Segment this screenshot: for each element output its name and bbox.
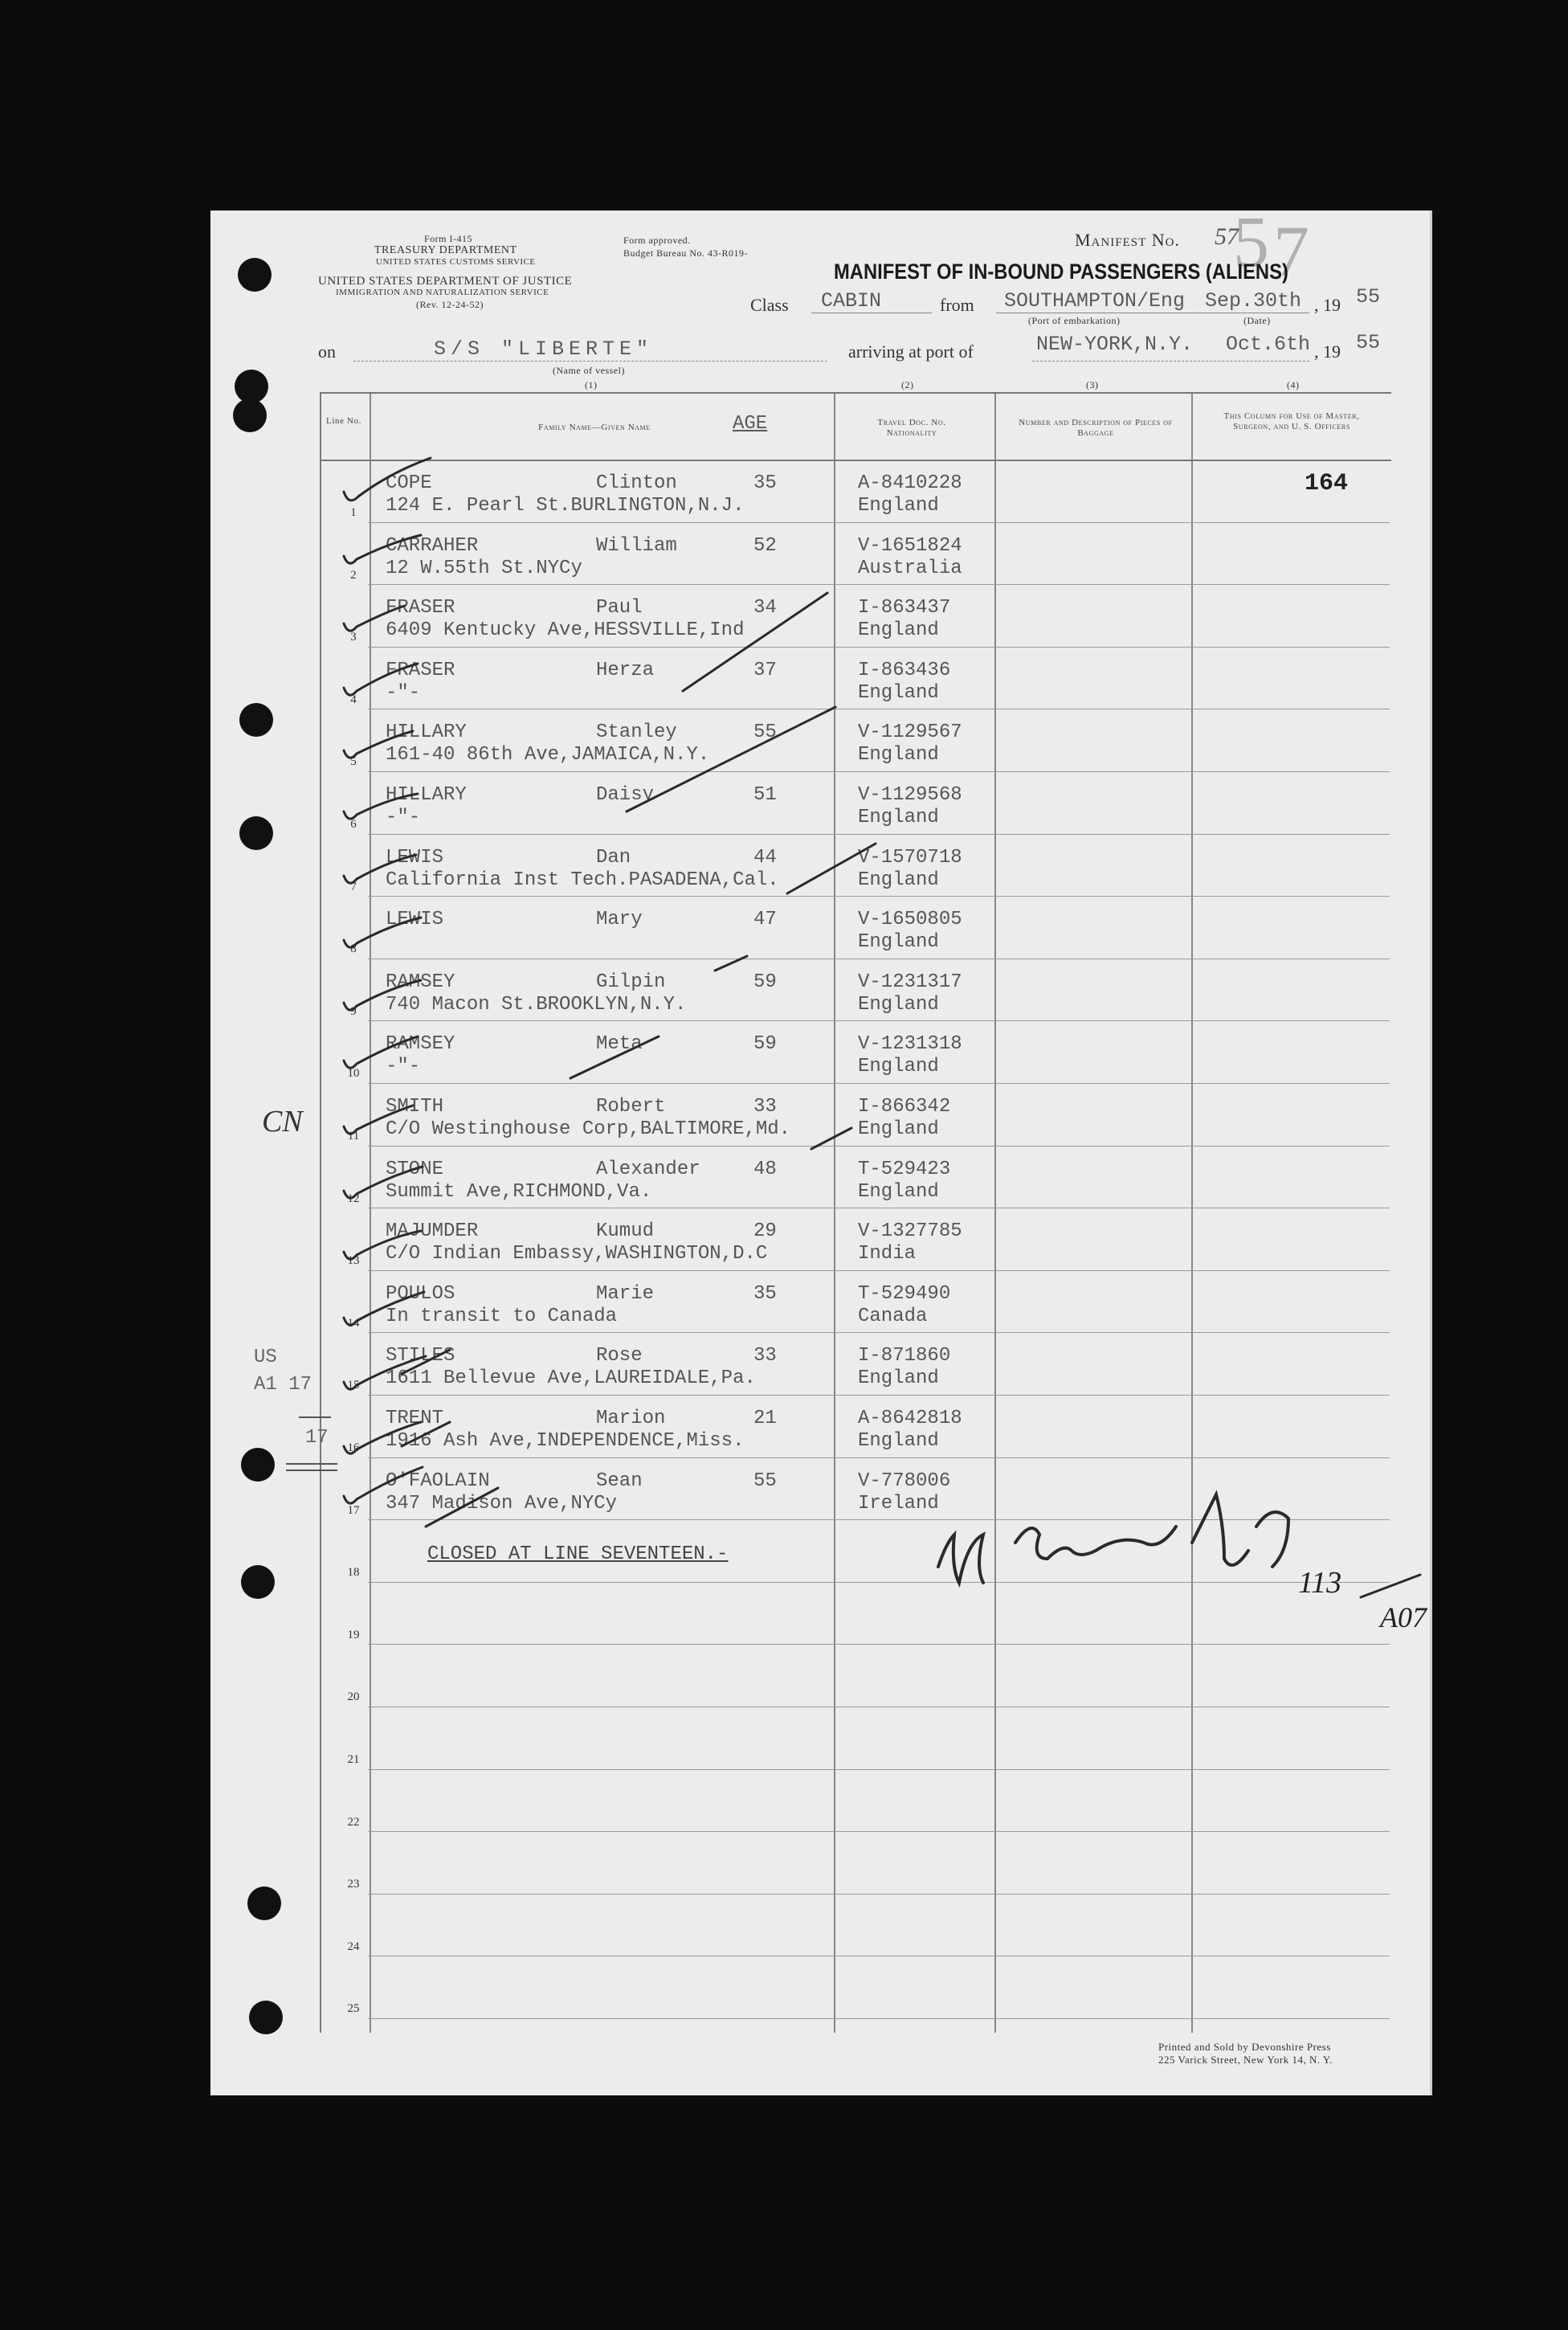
col-num-4: (4) [1287, 379, 1300, 390]
nationality: England [858, 993, 939, 1016]
checkmark-16 [344, 1422, 421, 1453]
travel-doc-number: I-863436 [858, 659, 951, 681]
form-revision: (Rev. 12-24-52) [416, 299, 484, 310]
given-name: Clinton [596, 472, 677, 494]
checkmark-9 [344, 980, 421, 1010]
address: 6409 Kentucky Ave,HESSVILLE,Ind [386, 619, 745, 642]
year-1: 55 [1356, 285, 1381, 309]
dept-justice: UNITED STATES DEPARTMENT OF JUSTICE [318, 275, 573, 288]
age-value: 48 [753, 1158, 777, 1180]
checkmark-2 [344, 535, 421, 563]
slash-row-9 [715, 956, 747, 971]
given-name: Kumud [596, 1220, 655, 1243]
header-baggage: Number and Description of Pieces of Baggage [1019, 418, 1173, 438]
margin-note-17: 17 [305, 1427, 329, 1449]
travel-doc-number: V-1651824 [858, 534, 962, 557]
nationality: England [858, 869, 939, 891]
line-number: 8 [350, 942, 357, 956]
age-value: 35 [753, 1282, 777, 1305]
family-name: MAJUMDER [386, 1220, 479, 1243]
nationality: England [858, 495, 939, 517]
travel-doc-number: V-1129568 [858, 784, 962, 806]
slash-row-5 [627, 707, 835, 811]
given-name: Marion [596, 1408, 666, 1429]
given-name: Paul [596, 597, 643, 619]
dept-treasury-sub: UNITED STATES CUSTOMS SERVICE [376, 257, 536, 267]
travel-doc-number: A-8410228 [858, 472, 962, 494]
checkmark-8 [344, 918, 421, 947]
address: -"- [386, 1056, 421, 1078]
class-label: Class [750, 295, 789, 315]
age-value: 47 [753, 909, 777, 931]
address: In transit to Canada [386, 1305, 618, 1327]
nationality: England [858, 681, 939, 704]
on-label: on [318, 341, 336, 362]
header-travel-doc: Travel Doc. No. Nationality [877, 418, 946, 438]
checkmark-12 [344, 1167, 423, 1198]
signature-fraction-top: 113 [1298, 1566, 1342, 1600]
budget-bureau: Budget Bureau No. 43-R019- [623, 247, 748, 259]
given-name: Sean [596, 1470, 643, 1492]
checkmark-11 [344, 1106, 413, 1134]
manifest-no-value: 57 [1215, 223, 1239, 250]
family-name: CARRAHER [386, 534, 479, 557]
line-number: 24 [347, 1940, 360, 1953]
travel-doc-number: I-863437 [858, 597, 951, 619]
header-name: Family Name—Given Name [538, 423, 651, 432]
margin-note-us: US [254, 1347, 277, 1368]
checkmark-3 [344, 606, 405, 631]
address: 1611 Bellevue Ave,LAUREIDALE,Pa. [386, 1367, 756, 1390]
age-value: 52 [753, 534, 777, 557]
age-value: 55 [753, 1470, 777, 1492]
class-value: CABIN [821, 289, 882, 313]
family-name: POULOS [386, 1282, 455, 1305]
manifest-no-handwritten: 5 [1233, 202, 1269, 282]
age-value: 34 [753, 597, 777, 619]
nationality: England [858, 1367, 939, 1390]
vessel-name: S/S "LIBERTE" [434, 337, 654, 361]
line-number: 13 [347, 1254, 360, 1268]
age-value: 29 [753, 1220, 777, 1243]
given-name: Robert [596, 1096, 666, 1118]
year-2: 55 [1356, 331, 1381, 354]
closed-note: CLOSED AT LINE SEVENTEEN.- [427, 1543, 729, 1566]
address: -"- [386, 807, 421, 828]
nationality: England [858, 1056, 939, 1078]
address: 124 E. Pearl St.BURLINGTON,N.J. [386, 495, 745, 517]
address: C/O Westinghouse Corp,BALTIMORE,Md. [386, 1118, 791, 1140]
family-name: STONE [386, 1158, 444, 1180]
nationality: England [858, 931, 939, 954]
line-number: 6 [350, 818, 357, 831]
family-name: LEWIS [386, 846, 444, 869]
given-name: Herza [596, 659, 655, 681]
family-name: RAMSEY [386, 971, 455, 993]
travel-doc-number: V-1570718 [858, 846, 962, 869]
age-value: 35 [753, 472, 777, 494]
arrival-port: NEW-YORK,N.Y. [1036, 333, 1194, 356]
family-name: O'FAOLAIN [386, 1470, 490, 1492]
signature-fraction-bottom: A07 [1380, 1601, 1427, 1633]
line-number: 19 [347, 1628, 360, 1641]
line-number: 22 [347, 1815, 360, 1829]
age-value: 44 [753, 846, 777, 869]
address: 1916 Ash Ave,INDEPENDENCE,Miss. [386, 1430, 745, 1452]
line-number: 12 [347, 1192, 360, 1205]
line-number: 10 [347, 1067, 360, 1081]
line-number: 17 [347, 1503, 360, 1517]
form-approved: Form approved. [623, 235, 691, 246]
address: 740 Macon St.BROOKLYN,N.Y. [386, 993, 687, 1016]
vessel-name-label: (Name of vessel) [553, 365, 625, 376]
age-value: 33 [753, 1096, 777, 1118]
nationality: Canada [858, 1305, 928, 1327]
nationality: England [858, 807, 939, 828]
family-name: RAMSEY [386, 1033, 455, 1056]
family-name: LEWIS [386, 909, 444, 931]
slash-row-11 [811, 1128, 851, 1149]
signature-stroke [938, 1494, 1288, 1583]
age-value: 37 [753, 659, 777, 681]
date-label: (Date) [1243, 315, 1271, 326]
form-number: Form I-415 [424, 233, 472, 244]
line-number: 20 [347, 1690, 360, 1704]
family-name: HILLARY [386, 784, 467, 806]
header-line-no: Line No. [326, 416, 361, 426]
col-num-2: (2) [901, 379, 914, 390]
line-number: 14 [347, 1316, 360, 1330]
arrival-date: Oct.6th [1226, 333, 1311, 356]
given-name: Stanley [596, 721, 677, 744]
col-num-1: (1) [585, 379, 598, 390]
checkmark-14 [344, 1292, 424, 1325]
line-number: 7 [350, 880, 357, 893]
travel-doc-number: V-1129567 [858, 721, 962, 744]
checkmark-1 [344, 458, 431, 501]
travel-doc-number: V-1650805 [858, 909, 962, 931]
age-value: 33 [753, 1345, 777, 1367]
nationality: England [858, 1118, 939, 1140]
dept-treasury: TREASURY DEPARTMENT [374, 244, 517, 256]
nationality: India [858, 1243, 917, 1265]
travel-doc-number: I-866342 [858, 1096, 951, 1118]
nationality: England [858, 744, 939, 766]
line-number: 3 [350, 631, 357, 644]
age-value: 51 [753, 784, 777, 806]
from-date: Sep.30th [1205, 289, 1302, 313]
margin-dash-line [286, 1464, 337, 1470]
given-name: Marie [596, 1282, 655, 1305]
arriving-label: arriving at port of [848, 341, 974, 362]
officer-mark: 164 [1305, 470, 1349, 497]
age-value: 59 [753, 1033, 777, 1056]
checkmark-13 [344, 1231, 421, 1259]
given-name: Daisy [596, 784, 655, 806]
year-prefix-2: , 19 [1314, 341, 1341, 362]
header-officers: This Column for Use of Master, Surgeon, and U. S. Officers [1223, 411, 1360, 431]
address: Summit Ave,RICHMOND,Va. [386, 1180, 652, 1203]
manifest-no-label: Manifest No. [1075, 230, 1180, 250]
travel-doc-number: I-871860 [858, 1345, 951, 1367]
line-number: 25 [347, 2002, 360, 2016]
line-number: 2 [350, 568, 357, 582]
address: C/O Indian Embassy,WASHINGTON,D.C [386, 1243, 768, 1265]
given-name: Dan [596, 846, 631, 869]
dept-justice-sub: IMMIGRATION AND NATURALIZATION SERVICE [336, 288, 549, 297]
family-name: HILLARY [386, 721, 467, 744]
signature-fraction-line [1361, 1575, 1420, 1597]
checkmark-15 [344, 1356, 426, 1389]
family-name: SMITH [386, 1096, 444, 1118]
checkmark-5 [344, 731, 413, 758]
checkmark-4 [344, 664, 418, 695]
given-name: Alexander [596, 1158, 700, 1180]
address: 12 W.55th St.NYCy [386, 557, 582, 579]
checkmark-7 [344, 855, 416, 883]
nationality: Australia [858, 557, 962, 579]
travel-doc-number: V-1231318 [858, 1033, 962, 1056]
slash-row-10 [570, 1036, 659, 1078]
checkmark-10 [344, 1036, 418, 1068]
given-name: Mary [596, 909, 643, 931]
family-name: FRASER [386, 659, 455, 681]
line-number: 9 [350, 1004, 357, 1018]
line-number: 15 [347, 1379, 360, 1392]
travel-doc-number: V-1327785 [858, 1220, 962, 1243]
printer-line-1: Printed and Sold by Devonshire Press [1158, 2041, 1331, 2053]
given-name: Gilpin [596, 971, 666, 993]
year-prefix-1: , 19 [1314, 295, 1341, 315]
travel-doc-number: A-8642818 [858, 1408, 962, 1429]
checkmark-17 [344, 1467, 423, 1503]
nationality: Ireland [858, 1492, 939, 1514]
slash-row-17 [426, 1488, 498, 1527]
nationality: England [858, 1430, 939, 1452]
margin-note-cn: CN [262, 1105, 303, 1138]
nationality: England [858, 1180, 939, 1203]
given-name: Rose [596, 1345, 643, 1367]
family-name: FRASER [386, 597, 455, 619]
checkmark-6 [344, 794, 418, 819]
col-num-3: (3) [1086, 379, 1099, 390]
address: California Inst Tech.PASADENA,Cal. [386, 869, 779, 891]
line-number: 21 [347, 1753, 360, 1766]
family-name: STILES [386, 1345, 455, 1367]
address: 347 Madison Ave,NYCy [386, 1492, 618, 1514]
margin-note-a1: A1 17 [254, 1374, 312, 1396]
from-label: from [940, 295, 974, 315]
port-embarkation-label: (Port of embarkation) [1028, 315, 1121, 326]
line-number: 18 [347, 1566, 360, 1580]
family-name: TRENT [386, 1408, 444, 1429]
line-number: 4 [350, 693, 357, 706]
given-name: Meta [596, 1033, 643, 1056]
age-value: 55 [753, 721, 777, 744]
from-port: SOUTHAMPTON/Eng [1004, 289, 1186, 313]
line-number: 16 [347, 1441, 360, 1454]
line-number: 23 [347, 1878, 360, 1891]
line-number: 11 [347, 1130, 360, 1143]
travel-doc-number: T-529423 [858, 1158, 951, 1180]
age-value: 59 [753, 971, 777, 993]
age-value: 21 [753, 1408, 777, 1429]
slash-row-7 [787, 844, 876, 893]
travel-doc-number: V-778006 [858, 1470, 951, 1492]
travel-doc-number: V-1231317 [858, 971, 962, 993]
nationality: England [858, 619, 939, 642]
address: 161-40 86th Ave,JAMAICA,N.Y. [386, 744, 710, 766]
address: -"- [386, 681, 421, 704]
printer-line-2: 225 Varick Street, New York 14, N. Y. [1158, 2054, 1333, 2066]
line-number: 1 [350, 506, 357, 519]
slash-row-3 [683, 593, 827, 691]
header-age: AGE [733, 413, 768, 435]
family-name: COPE [386, 472, 432, 494]
given-name: William [596, 534, 677, 557]
line-number: 5 [350, 755, 357, 769]
manifest-title: MANIFEST OF IN-BOUND PASSENGERS (ALIENS) [834, 260, 1288, 284]
travel-doc-number: T-529490 [858, 1282, 951, 1305]
manifest-no-handwritten-2: 7 [1273, 212, 1309, 292]
